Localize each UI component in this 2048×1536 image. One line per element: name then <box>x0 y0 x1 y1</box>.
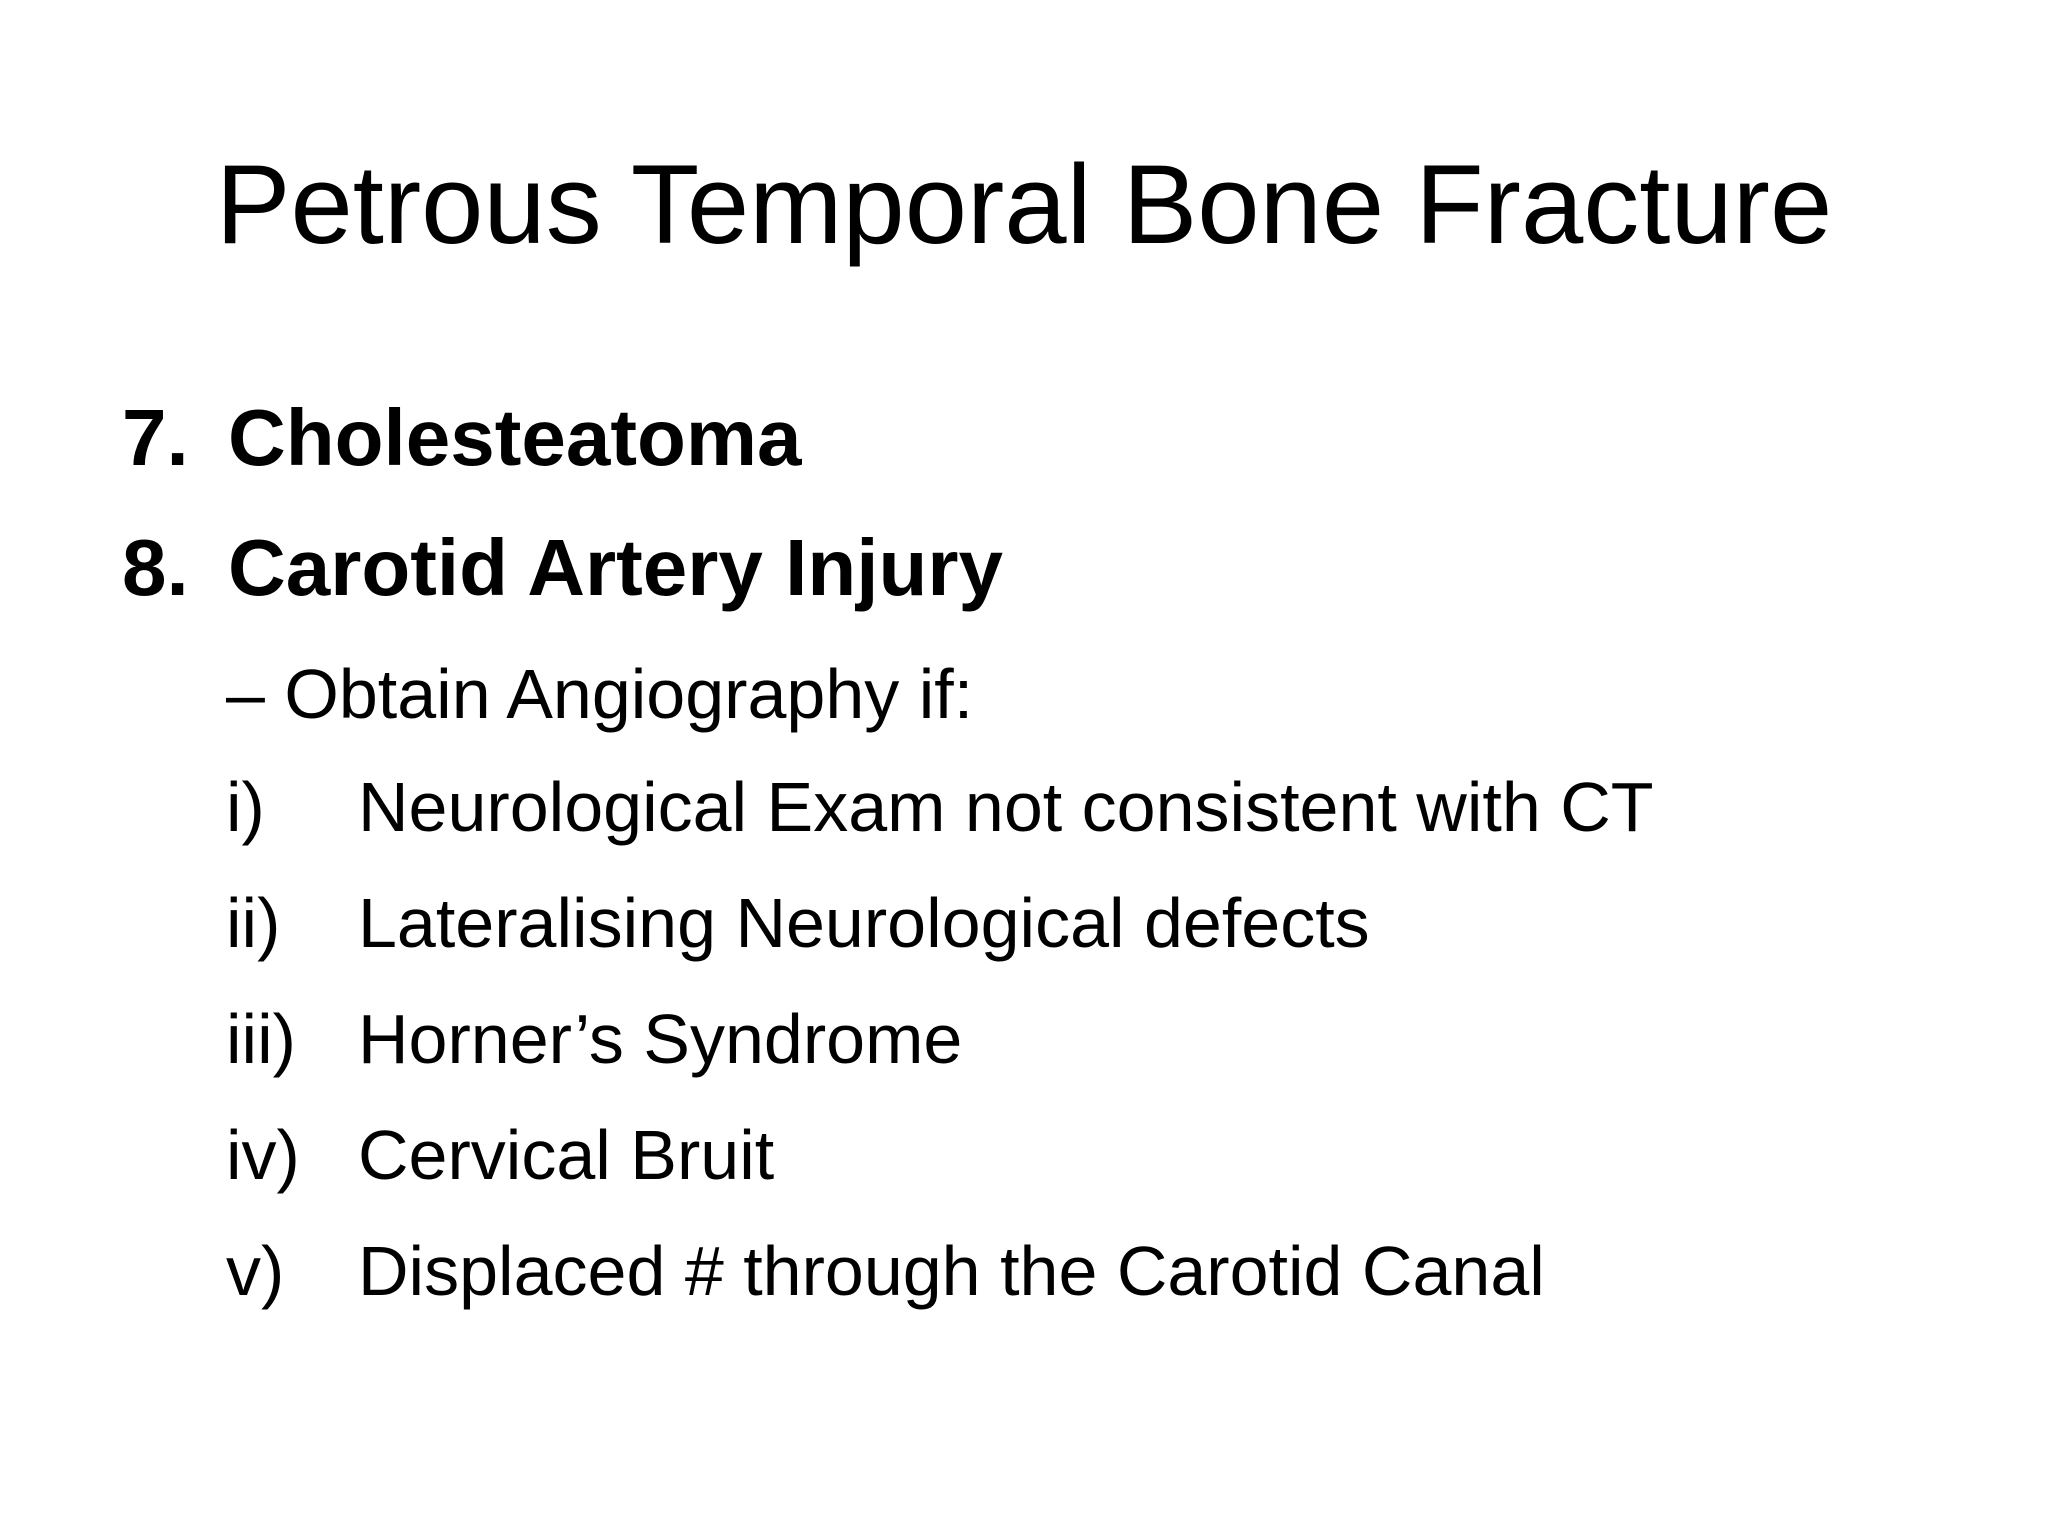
roman-item-4 <box>226 1113 774 1197</box>
roman-text: Neurological Exam not consistent with CT <box>358 768 1654 846</box>
item-text: Cholesteatoma <box>228 393 802 482</box>
roman-number: iv) <box>226 1116 300 1194</box>
roman-text: Lateralising Neurological defects <box>358 884 1370 962</box>
item-number: 7. <box>122 393 189 482</box>
numbered-item-carotid-artery-injury <box>122 520 1003 616</box>
roman-text: Horner’s Syndrome <box>358 1000 963 1078</box>
roman-item-2 <box>226 881 1370 965</box>
roman-number: v) <box>226 1232 285 1310</box>
roman-item-5 <box>226 1229 1545 1313</box>
item-text: Carotid Artery Injury <box>228 523 1003 612</box>
roman-number: ii) <box>226 884 281 962</box>
subpoint-obtain-angiography: – Obtain Angiography if: <box>226 655 974 733</box>
numbered-item-cholesteatoma <box>122 390 801 486</box>
roman-item-3 <box>226 997 962 1081</box>
roman-text: Displaced # through the Carotid Canal <box>358 1232 1545 1310</box>
roman-item-1 <box>226 765 1654 849</box>
item-number: 8. <box>122 523 189 612</box>
roman-number: i) <box>226 768 265 846</box>
roman-text: Cervical Bruit <box>358 1116 775 1194</box>
slide-title: Petrous Temporal Bone Fracture <box>215 142 1833 267</box>
roman-number: iii) <box>226 1000 296 1078</box>
